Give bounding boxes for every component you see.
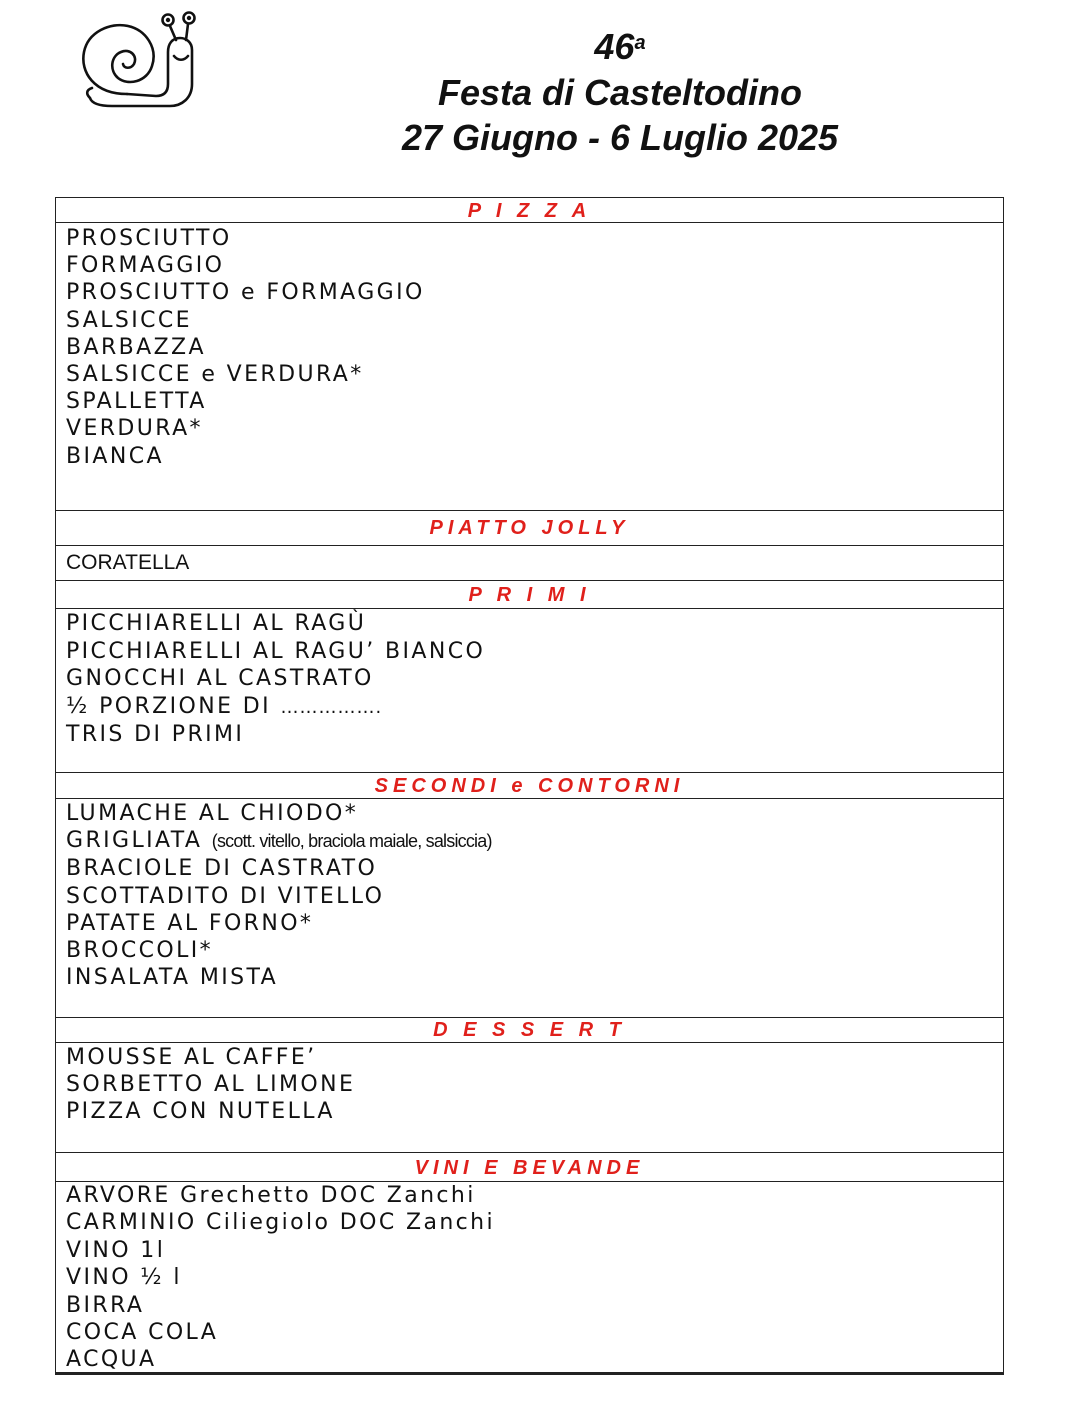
- list-item: VERDURA*: [66, 416, 203, 442]
- list-item: SALSICCE e VERDURA*: [66, 362, 364, 388]
- list-item: SORBETTO AL LIMONE: [66, 1072, 356, 1098]
- list-item: TRIS DI PRIMI: [66, 722, 245, 747]
- list-item: PROSCIUTTO: [66, 226, 232, 251]
- list-item: GRIGLIATA (scott. vitello, braciola maiale, salsiccia): [66, 828, 492, 854]
- event-title: Festa di Casteltodino: [437, 72, 803, 113]
- edition-number: 46$^a$: [594, 26, 646, 67]
- list-item: CARMINIO Ciliegiolo DOC Zanchi: [66, 1210, 496, 1236]
- divider: [55, 197, 1004, 198]
- snail-logo-icon: [72, 6, 202, 114]
- divider: [55, 580, 1004, 581]
- event-dates: 27 Giugno - 6 Luglio 2025: [401, 117, 839, 158]
- section-title-dessert: D E S S E R T: [433, 1019, 626, 1041]
- list-item: ARVORE Grechetto DOC Zanchi: [66, 1183, 476, 1208]
- divider: [55, 545, 1004, 546]
- list-item: SALSICCE: [66, 307, 192, 333]
- section-title-pizza: P I Z Z A: [467, 200, 592, 222]
- list-item: BIRRA: [66, 1292, 145, 1318]
- divider: [55, 772, 1004, 773]
- list-item: PICCHIARELLI AL RAGU’ BIANCO: [66, 638, 486, 664]
- divider: [55, 510, 1004, 511]
- list-item: SCOTTADITO DI VITELLO: [66, 883, 385, 909]
- list-item: BROCCOLI*: [66, 938, 214, 964]
- list-item: VINO 1l: [66, 1237, 166, 1263]
- list-item: PICCHIARELLI AL RAGÙ: [66, 611, 367, 636]
- divider: [55, 798, 1004, 799]
- list-item: MOUSSE AL CAFFE’: [66, 1045, 317, 1070]
- list-item: ½ PORZIONE DI …………….: [66, 693, 383, 719]
- edition-superscript: a: [634, 32, 646, 54]
- list-item: FORMAGGIO: [66, 253, 225, 279]
- divider: [55, 1152, 1004, 1153]
- list-item: PROSCIUTTO e FORMAGGIO: [66, 280, 425, 306]
- list-item: BRACIOLE DI CASTRATO: [66, 856, 378, 882]
- list-item: CORATELLA: [66, 551, 190, 574]
- pizza-list: [66, 225, 425, 470]
- list-item: INSALATA MISTA: [66, 965, 279, 991]
- list-item: GNOCCHI AL CASTRATO: [66, 666, 374, 691]
- list-item: ACQUA: [66, 1347, 157, 1373]
- secondi-list: [66, 800, 492, 991]
- section-title-jolly: PIATTO JOLLY: [429, 517, 630, 539]
- list-item: LUMACHE AL CHIODO*: [66, 801, 359, 826]
- vini-list: [66, 1182, 495, 1374]
- divider: [55, 608, 1004, 609]
- section-title-primi: P R I M I: [468, 584, 591, 606]
- primi-list: [66, 610, 485, 749]
- list-item: VINO ½ l: [66, 1265, 182, 1291]
- list-item: BARBAZZA: [66, 334, 206, 360]
- list-item: PATATE AL FORNO*: [66, 910, 314, 936]
- list-item: SPALLETTA: [66, 389, 207, 415]
- section-title-secondi: SECONDI e CONTORNI: [374, 775, 685, 797]
- placeholder-dots: …………….: [280, 696, 383, 718]
- grigliata-note: (scott. vitello, braciola maiale, salsiccia): [211, 831, 492, 852]
- divider: [55, 222, 1004, 223]
- list-item: BIANCA: [66, 443, 164, 469]
- dessert-list: [66, 1044, 355, 1126]
- list-item: PIZZA CON NUTELLA: [66, 1099, 335, 1125]
- section-title-vini: VINI E BEVANDE: [414, 1157, 645, 1179]
- list-item: COCA COLA: [66, 1320, 219, 1346]
- divider: [55, 1042, 1004, 1043]
